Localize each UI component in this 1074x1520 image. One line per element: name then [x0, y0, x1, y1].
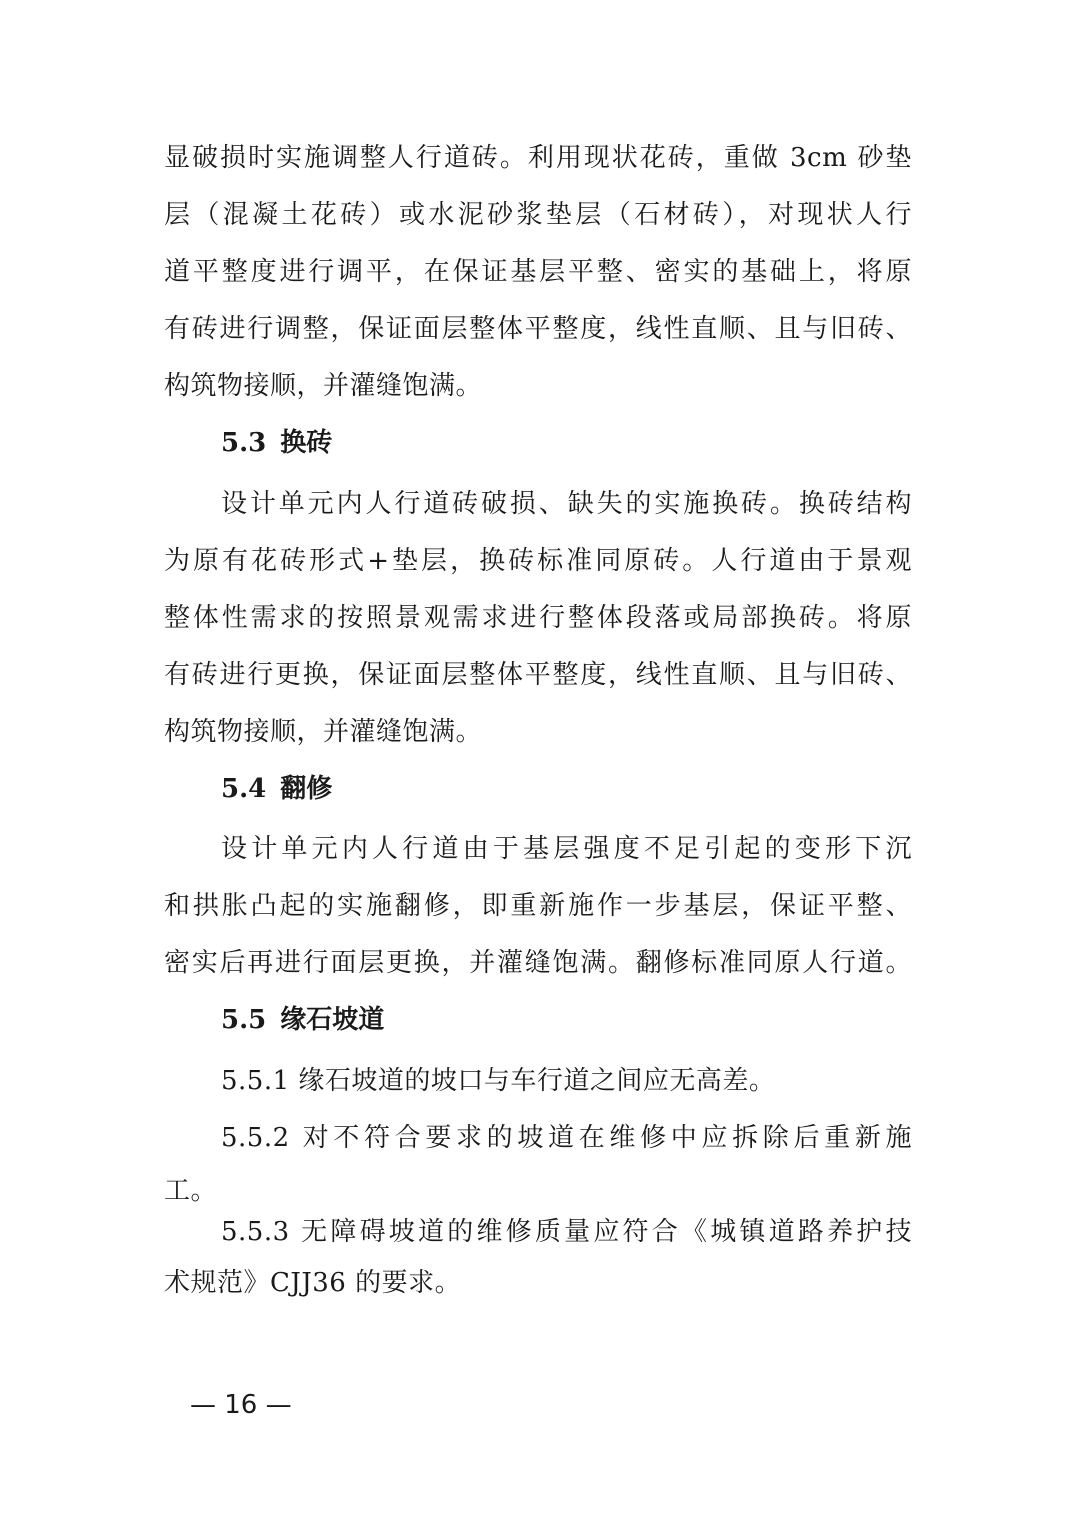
text-line: 5.5.2 对不符合要求的坡道在维修中应拆除后重新施	[221, 1123, 912, 1153]
section-heading-5-5	[221, 1003, 384, 1037]
text-line: 构筑物接顺，并灌缝饱满。	[164, 717, 483, 747]
section-title: 缘石坡道	[280, 1005, 385, 1035]
section-number: 5.5	[221, 1005, 267, 1035]
text-line: 有砖进行调整，保证面层整体平整度，线性直顺、且与旧砖、	[164, 314, 912, 344]
text-line: 5.5.3 无障碍坡道的维修质量应符合《城镇道路养护技	[221, 1217, 912, 1247]
text-line: 术规范》CJJ36 的要求。	[164, 1268, 462, 1298]
text-line: 工。	[164, 1176, 218, 1206]
section-number: 5.3	[221, 428, 267, 458]
text-line: 构筑物接顺，并灌缝饱满。	[164, 371, 483, 401]
text-line: 5.5.1 缘石坡道的坡口与车行道之间应无高差。	[221, 1066, 776, 1096]
section-number: 5.4	[221, 774, 267, 804]
section-title: 翻修	[280, 774, 333, 804]
section-title: 换砖	[280, 428, 333, 458]
text-line: 和拱胀凸起的实施翻修，即重新施作一步基层，保证平整、	[164, 891, 912, 921]
section-heading-5-3	[221, 426, 332, 460]
text-line: 整体性需求的按照景观需求进行整体段落或局部换砖。将原	[164, 603, 912, 633]
page-number: — 16 —	[190, 1390, 292, 1420]
section-heading-5-4	[221, 772, 332, 806]
text-line: 设计单元内人行道砖破损、缺失的实施换砖。换砖结构	[221, 489, 912, 519]
text-line: 为原有花砖形式+垫层，换砖标准同原砖。人行道由于景观	[164, 546, 912, 576]
text-line: 设计单元内人行道由于基层强度不足引起的变形下沉	[221, 834, 912, 864]
text-line: 密实后再进行面层更换，并灌缝饱满。翻修标准同原人行道。	[164, 948, 912, 978]
text-line: 层（混凝土花砖）或水泥砂浆垫层（石材砖），对现状人行	[164, 200, 912, 230]
text-line: 有砖进行更换，保证面层整体平整度，线性直顺、且与旧砖、	[164, 660, 912, 690]
text-line: 道平整度进行调平，在保证基层平整、密实的基础上，将原	[164, 257, 912, 287]
text-line: 显破损时实施调整人行道砖。利用现状花砖，重做 3cm 砂垫	[164, 143, 912, 173]
